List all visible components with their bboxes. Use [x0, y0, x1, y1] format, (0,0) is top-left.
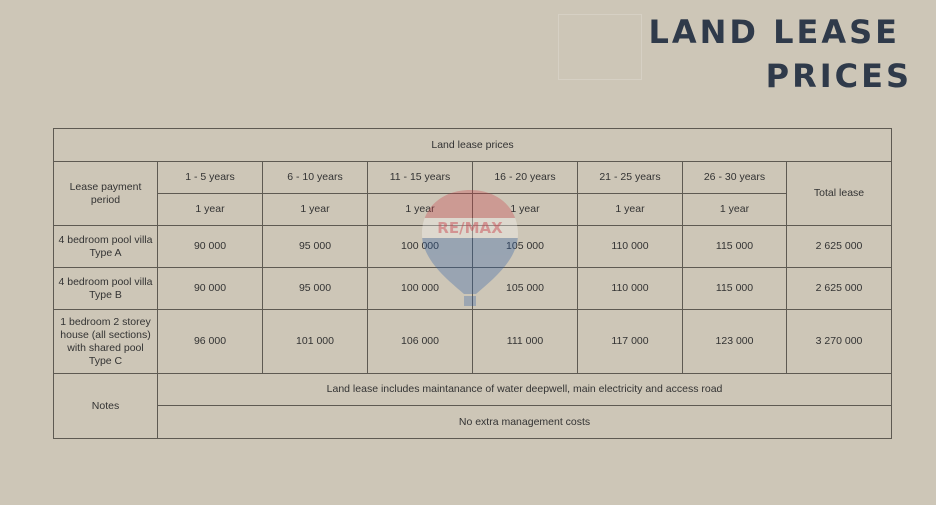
price-cell: 110 000	[578, 226, 683, 268]
period-unit: 1 year	[578, 194, 683, 226]
table-caption: Land lease prices	[54, 129, 892, 162]
period-header: 26 - 30 years	[683, 162, 787, 194]
period-unit: 1 year	[158, 194, 263, 226]
table-row	[54, 226, 892, 268]
note-text: No extra management costs	[158, 406, 892, 439]
total-cell: 3 270 000	[787, 310, 892, 374]
period-header: 1 - 5 years	[158, 162, 263, 194]
title-line-2: PRICES	[765, 57, 912, 95]
row-header-lease-period: Lease payment period	[54, 162, 158, 226]
period-header: 16 - 20 years	[473, 162, 578, 194]
price-cell: 111 000	[473, 310, 578, 374]
price-cell: 115 000	[683, 268, 787, 310]
faint-frame	[558, 14, 642, 80]
table-row	[54, 268, 892, 310]
price-cell: 105 000	[473, 226, 578, 268]
price-cell: 117 000	[578, 310, 683, 374]
period-unit: 1 year	[263, 194, 368, 226]
price-cell: 101 000	[263, 310, 368, 374]
period-unit: 1 year	[473, 194, 578, 226]
price-cell: 90 000	[158, 226, 263, 268]
period-unit: 1 year	[683, 194, 787, 226]
price-cell: 95 000	[263, 268, 368, 310]
price-cell: 105 000	[473, 268, 578, 310]
total-lease-header: Total lease	[787, 162, 892, 226]
period-header: 11 - 15 years	[368, 162, 473, 194]
table-row	[54, 310, 892, 374]
land-lease-table	[53, 128, 892, 439]
period-unit: 1 year	[368, 194, 473, 226]
price-cell: 123 000	[683, 310, 787, 374]
price-cell: 100 000	[368, 268, 473, 310]
price-cell: 106 000	[368, 310, 473, 374]
price-cell: 115 000	[683, 226, 787, 268]
price-cell: 110 000	[578, 268, 683, 310]
row-label: 4 bedroom pool villa Type A	[54, 226, 158, 268]
price-cell: 100 000	[368, 226, 473, 268]
total-cell: 2 625 000	[787, 226, 892, 268]
price-cell: 90 000	[158, 268, 263, 310]
period-header: 6 - 10 years	[263, 162, 368, 194]
watermark-text: RE/MAX	[437, 219, 503, 237]
price-cell: 96 000	[158, 310, 263, 374]
notes-label: Notes	[54, 374, 158, 439]
total-cell: 2 625 000	[787, 268, 892, 310]
row-label: 1 bedroom 2 storey house (all sections) with shared pool Type C	[54, 310, 158, 374]
period-header: 21 - 25 years	[578, 162, 683, 194]
row-label: 4 bedroom pool villa Type B	[54, 268, 158, 310]
title-line-1: LAND LEASE	[648, 13, 900, 51]
page-title	[648, 10, 912, 98]
price-cell: 95 000	[263, 226, 368, 268]
note-text: Land lease includes maintanance of water deepwell, main electricity and access road	[158, 374, 892, 406]
